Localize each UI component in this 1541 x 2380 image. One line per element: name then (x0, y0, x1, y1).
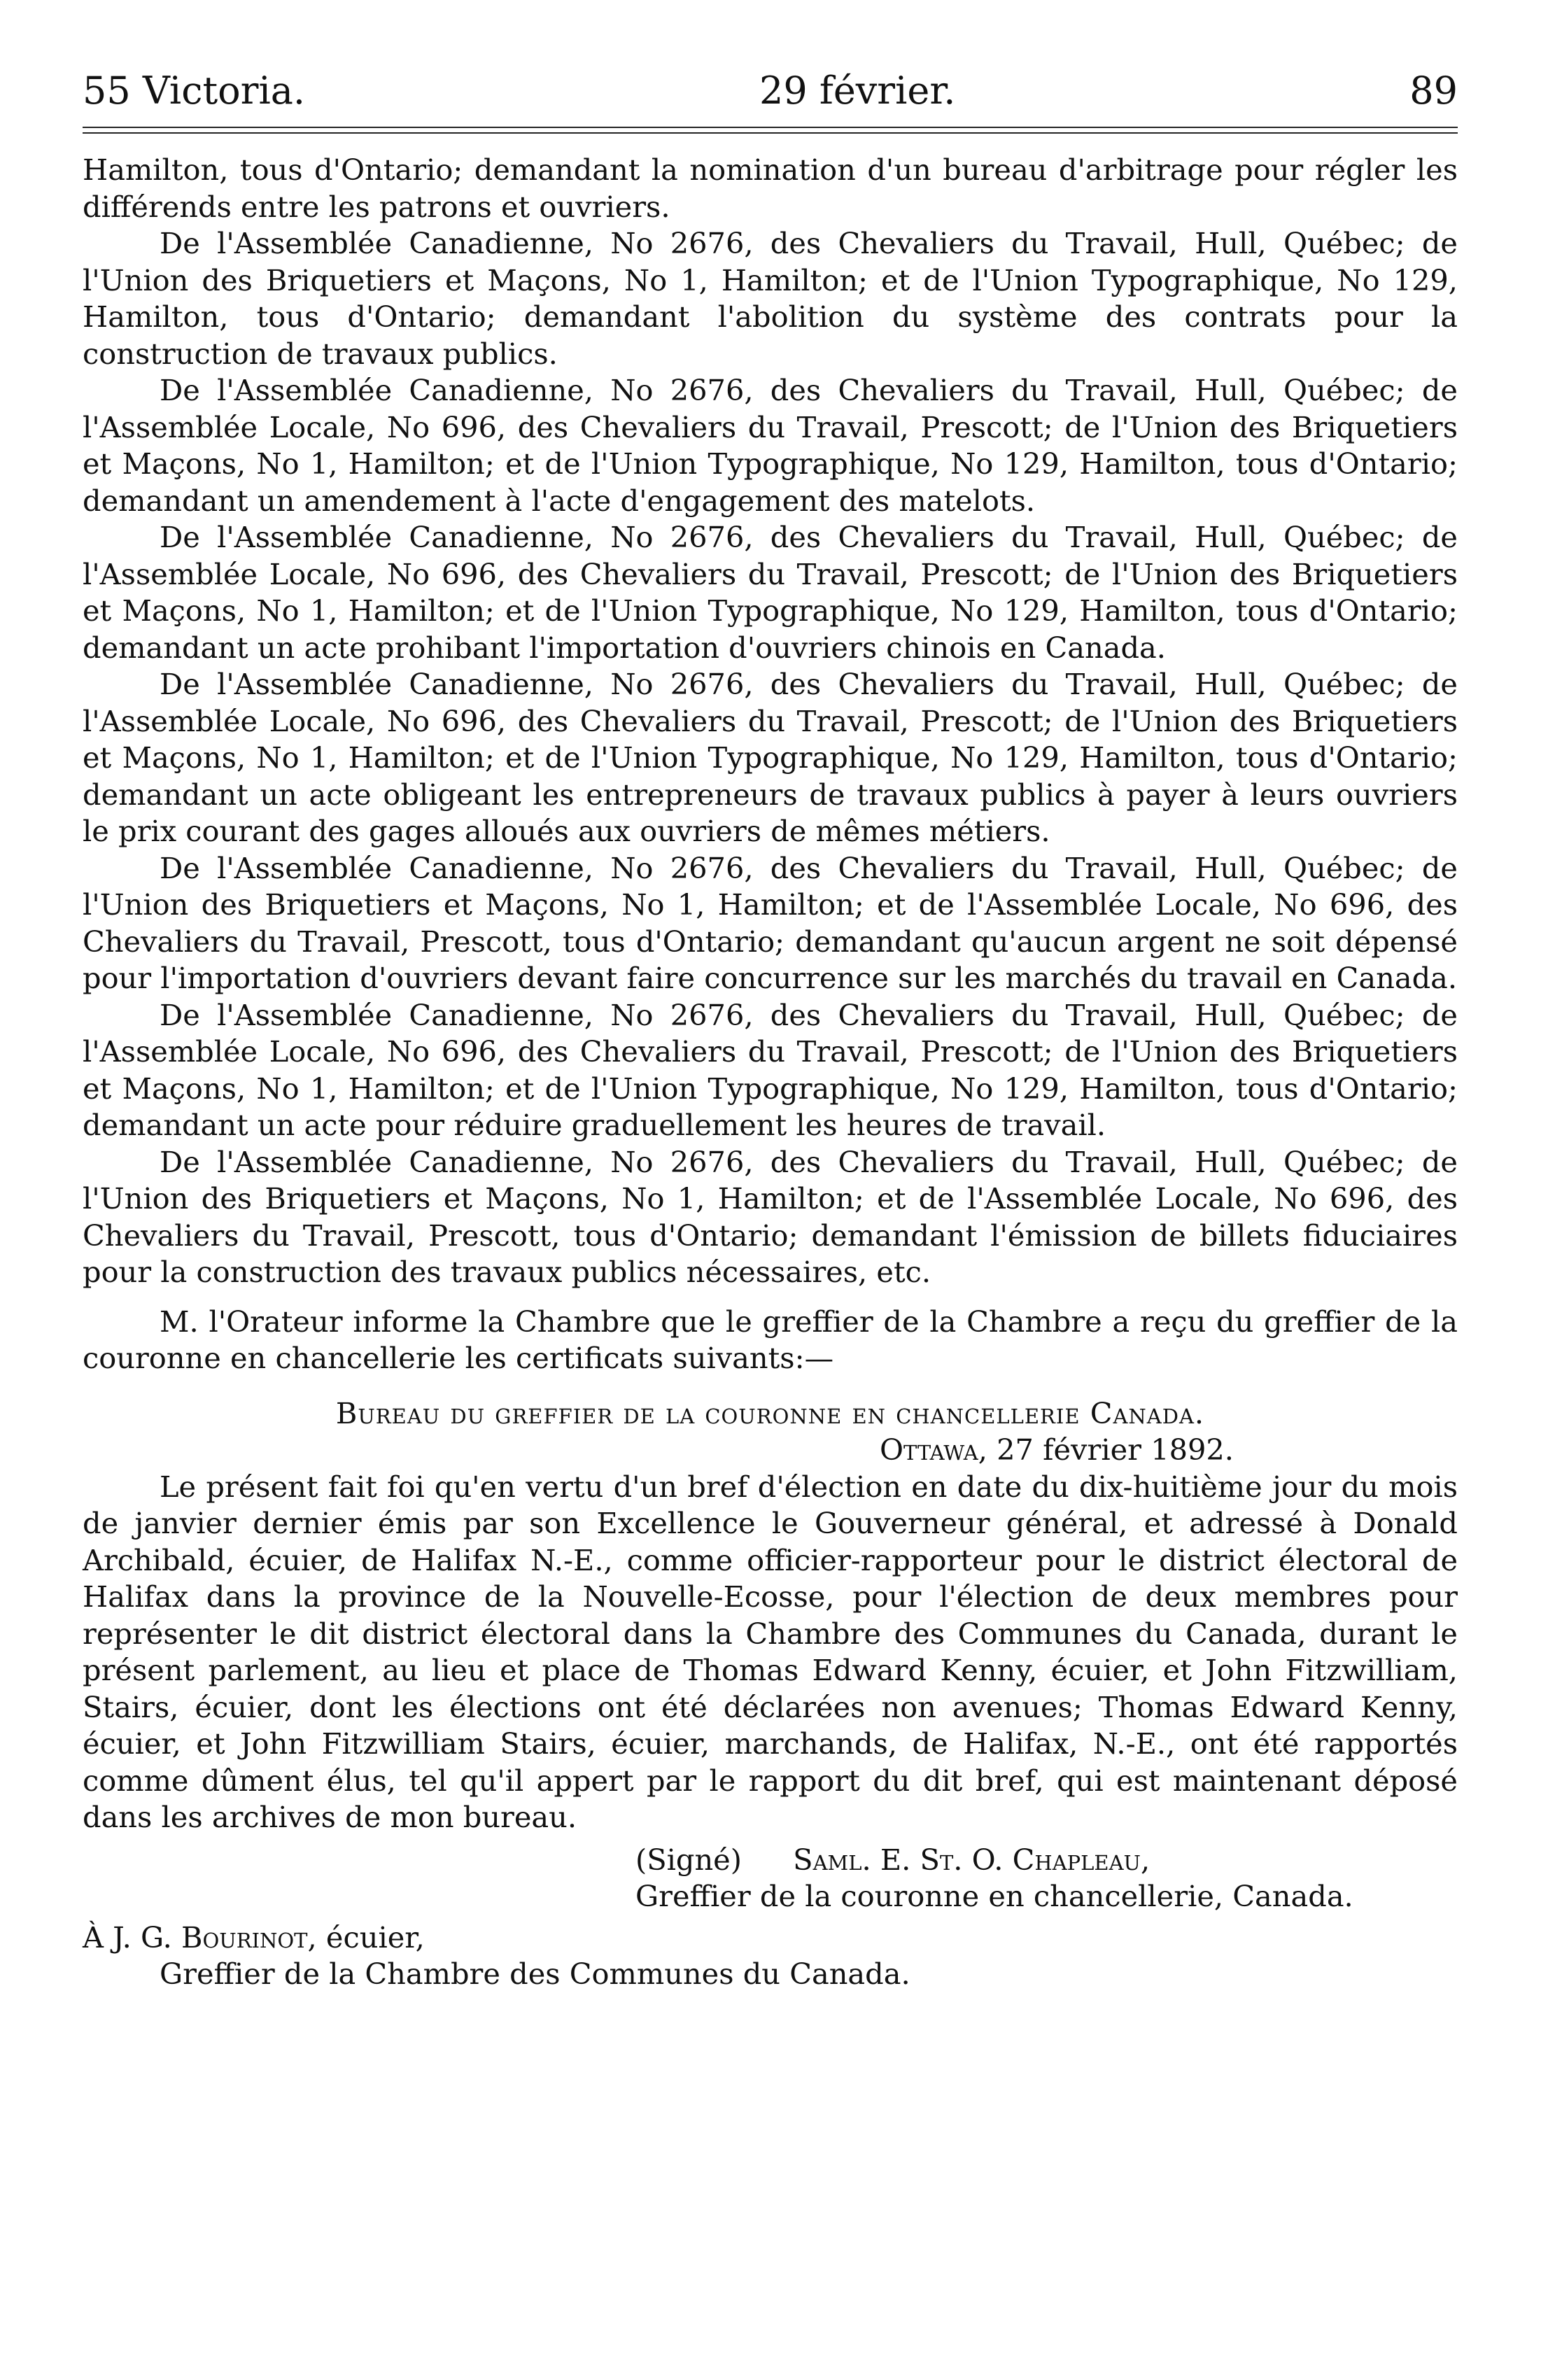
certificate-heading: Bureau du greffier de la couronne en chancellerie Canada. (335, 1395, 1205, 1430)
certificate-body: Le présent fait foi qu'en vertu d'un bref d'élection en date du dix-huitième jour du mois de janvier dernier émis par son Excellence le Gouverneur général, et adressé à Donald Archibald, écuier, de Halifax N.-E., comme officier-rapporteur pour le district électoral de Halifax dans la province de la Nouvelle-Ecosse, pour l'élection de deux membres pour représenter le dit district électoral dans la Chambre des Communes du Canada, durant le présent parlement, au lieu et place de Thomas Edward Kenny, écuier, et John Fitzwilliam, Stairs, écuier, dont les élections ont été déclarées non avenues; Thomas Edward Kenny, écuier, et John Fitzwilliam Stairs, écuier, marchands, de Halifax, N.-E., ont été rapportés comme dûment élus, tel qu'il appert par le rapport du dit bref, qui est maintenant déposé dans les archives de mon bureau. (83, 1469, 1458, 1834)
petition-paragraph: De l'Assemblée Canadienne, No 2676, des Chevaliers du Travail, Hull, Québec; de l'Assemblée Locale, No 696, des Chevaliers du Travail, Prescott; de l'Union des Briquetiers et Maçons, No 1, Hamilton; et de l'Union Typographique, No 129, Hamilton, tous d'Ontario; demandant un acte prohibant l'importation d'ouvriers chinois en Canada. (83, 520, 1458, 665)
petition-paragraph: Hamilton, tous d'Ontario; demandant la nomination d'un bureau d'arbitrage pour régler les différends entre les patrons et ouvriers. (83, 153, 1458, 224)
certificate-dateline (83, 1432, 1458, 1469)
document-page (83, 66, 1458, 1993)
header-date: 29 février. (759, 69, 956, 113)
signer-title: Greffier de la couronne en chancellerie, Canada. (635, 1879, 1353, 1913)
petition-paragraph: De l'Assemblée Canadienne, No 2676, des Chevaliers du Travail, Hull, Québec; de l'Assemblée Locale, No 696, des Chevaliers du Travail, Prescott; de l'Union des Briquetiers et Maçons, No 1, Hamilton; et de l'Union Typographique, No 129, Hamilton, tous d'Ontario; demandant un acte pour réduire graduellement les heures de travail. (83, 997, 1458, 1142)
addressee-title: Greffier de la Chambre des Communes du Canada. (160, 1957, 910, 1991)
petition-paragraph: De l'Assemblée Canadienne, No 2676, des Chevaliers du Travail, Hull, Québec; de l'Assemblée Locale, No 696, des Chevaliers du Travail, Prescott; de l'Union des Briquetiers et Maçons, No 1, Hamilton; et de l'Union Typographique, No 129, Hamilton, tous d'Ontario; demandant un acte obligeant les entrepreneurs de travaux publics à payer à leurs ouvriers le prix courant des gages alloués aux ouvriers de mêmes métiers. (83, 667, 1458, 848)
petition-paragraph: De l'Assemblée Canadienne, No 2676, des Chevaliers du Travail, Hull, Québec; de l'Union des Briquetiers et Maçons, No 1, Hamilton; et de l'Assemblée Locale, No 696, des Chevaliers du Travail, Prescott, tous d'Ontario; demandant qu'aucun argent ne soit dépensé pour l'importation d'ouvriers devant faire concurrence sur les marchés du travail en Canada. (83, 850, 1458, 995)
dateline-place: Ottawa, (879, 1432, 987, 1467)
petition-paragraph: De l'Assemblée Canadienne, No 2676, des Chevaliers du Travail, Hull, Québec; de l'Assemblée Locale, No 696, des Chevaliers du Travail, Prescott; de l'Union des Briquetiers et Maçons, No 1, Hamilton; et de l'Union Typographique, No 129, Hamilton, tous d'Ontario; demandant un amendement à l'acte d'engagement des matelots. (83, 373, 1458, 518)
running-header (83, 66, 1458, 115)
addressee-prefix: À J. G. (83, 1920, 172, 1955)
addressee-name: Bourinot, (181, 1920, 317, 1955)
addressee-line (83, 1920, 1458, 1957)
page-number: 89 (1409, 69, 1458, 113)
rule-bottom (83, 132, 1458, 134)
header-double-rule (83, 127, 1458, 134)
petition-paragraph: De l'Assemblée Canadienne, No 2676, des Chevaliers du Travail, Hull, Québec; de l'Union des Briquetiers et Maçons, No 1, Hamilton; et de l'Assemblée Locale, No 696, des Chevaliers du Travail, Prescott, tous d'Ontario; demandant l'émission de billets fiduciaires pour la construction des travaux publics nécessaires, etc. (83, 1144, 1458, 1289)
addressee-suffix: écuier, (325, 1920, 425, 1955)
signer-name: Saml. E. St. O. Chapleau, (793, 1842, 1151, 1877)
signed-label: (Signé) (635, 1842, 742, 1877)
header-regnal-year: 55 Victoria. (83, 69, 306, 113)
signature-line (83, 1842, 1458, 1879)
speaker-announcement: M. l'Orateur informe la Chambre que le greffier de la Chambre a reçu du greffier de la couronne en chancellerie les certificats suivants:— (83, 1304, 1458, 1375)
rule-top (83, 127, 1458, 128)
petition-paragraph: De l'Assemblée Canadienne, No 2676, des Chevaliers du Travail, Hull, Québec; de l'Union des Briquetiers et Maçons, No 1, Hamilton; et de l'Union Typographique, No 129, Hamilton, tous d'Ontario; demandant l'abolition du système des contrats pour la construction de travaux publics. (83, 226, 1458, 371)
dateline-date: 27 février 1892. (997, 1432, 1234, 1467)
